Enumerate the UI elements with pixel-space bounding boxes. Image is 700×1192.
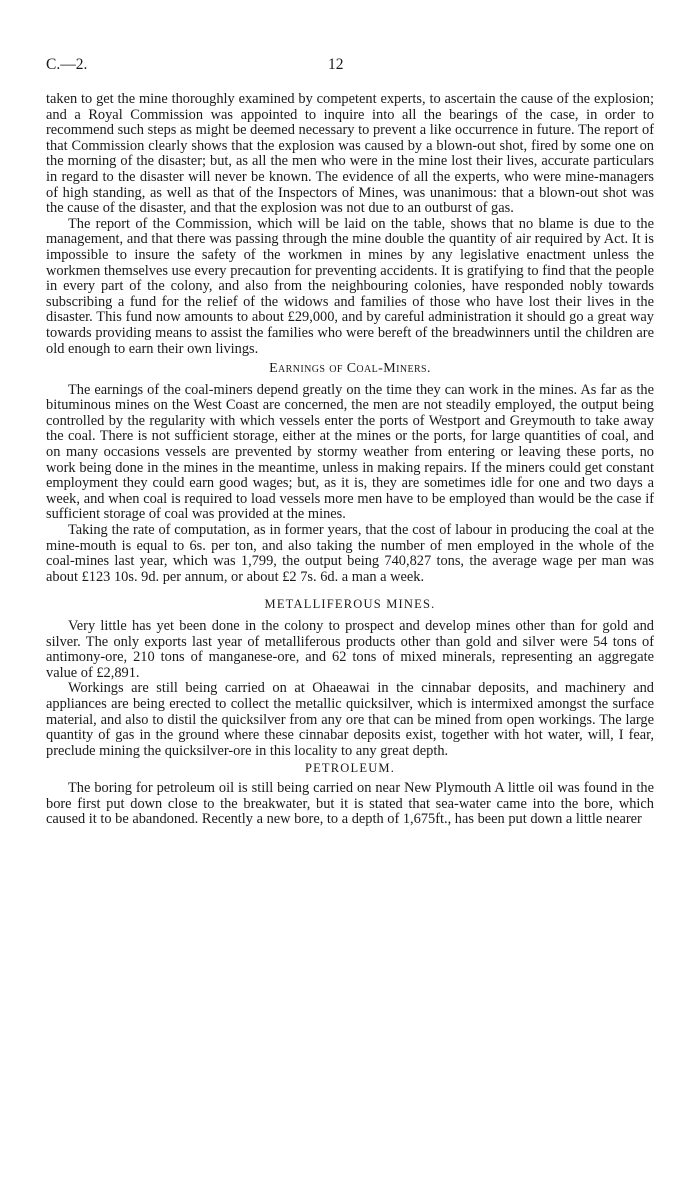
paragraph: taken to get the mine thoroughly examined by competent experts, to ascertain the cause of the explosion; and a Royal Commission was appointed to inquire into all the bearings of the case, in order to recommend such steps as might be deemed necessary to prevent a like occurrence in future. The report of that Commission clearly shows that the explosion was caused by a blown-out shot, fired by some one on the morning of the disaster; but, as all the men who were in the mine lost their lives, accurate particulars in regard to the disaster will never be known. The evidence of all the experts, who were mine-managers of high standing, as well as that of the Inspectors of Mines, was unanimous: that a blown-out shot was the cause of the disaster, and that the explosion was not due to an outburst of gas. <box>46 91 654 217</box>
paragraph: The report of the Commission, which will be laid on the table, shows that no blame is due to the management, and that there was passing through the mine double the quantity of air required by Act. It is impossible to insure the safety of the workmen in mines by any legislative enactment unless the workmen themselves use every precaution for preventing accidents. It is gratifying to find that the people in every part of the colony, and also from the neighbouring colonies, have responded nobly towards subscribing a fund for the relief of the widows and families of those who have lost their lives in the disaster. This fund now amounts to about £29,000, and by careful administration it should go a great way towards providing means to assist the families who were bereft of the breadwinners until the children are old enough to earn their own livings. <box>46 215 654 357</box>
paragraph: The earnings of the coal-miners depend greatly on the time they can work in the mines. As far as the bituminous mines on the West Coast are concerned, the men are not steadily employed, the output being controlled by the regularity with which vessels enter the ports of Westport and Greymouth to take away the coal. There is not sufficient storage, either at the mines or the ports, for large quantities of coal, and on many occasions vessels are prevented by stormy weather from entering or leaving these ports, no work being done in the mines in the meantime, unless in making repairs. If the miners could get constant employment they could earn good wages; but, as it is, they are sometimes idle for one and two days a week, and when coal is required to load vessels more men have to be employed than would be the case if sufficient storage of coal was provided at the mines. <box>46 381 654 523</box>
page-header <box>46 56 654 76</box>
document-reference: C.—2. <box>46 56 88 73</box>
document-body <box>46 92 654 828</box>
paragraph: Very little has yet been done in the colony to prospect and develop mines other than for gold and silver. The only exports last year of metalliferous products other than gold and silver were 54 tons of antimony-ore, 210 tons of manganese-ore, and 62 tons of mixed minerals, representing an aggregate value of £2,891. <box>46 618 654 681</box>
section-heading-metalliferous: METALLIFEROUS MINES. <box>264 597 436 612</box>
paragraph: The boring for petroleum oil is still being carried on near New Plymouth A little oil was found in the bore first put down close to the breakwater, but it is stated that sea-water came into the bore, which caused it to be abandoned. Recently a new bore, to a depth of 1,675ft., has been put down a little nearer <box>46 779 654 828</box>
section-heading-earnings: Earnings of Coal-Miners. <box>269 361 431 377</box>
page-number: 12 <box>328 56 344 73</box>
paragraph: Workings are still being carried on at Ohaeawai in the cinnabar deposits, and machinery and appliances are being erected to collect the metallic quicksilver, which is intermixed amongst the surface material, and also to distil the quicksilver from any ore that can be mined from open workings. The large quantity of gas in the ground where these cinnabar deposits exist, together with hot water, will, I fear, preclude mining the quicksilver-ore in this locality to any great depth. <box>46 680 654 759</box>
paragraph: Taking the rate of computation, as in former years, that the cost of labour in producing the coal at the mine-mouth is equal to 6s. per ton, and also taking the number of men employed in the whole of the coal-mines last year, which was 1,799, the output being 740,827 tons, the average wage per man was about £123 10s. 9d. per annum, or about £2 7s. 6d. a man a week. <box>46 522 654 585</box>
section-heading-petroleum: PETROLEUM. <box>304 761 396 776</box>
